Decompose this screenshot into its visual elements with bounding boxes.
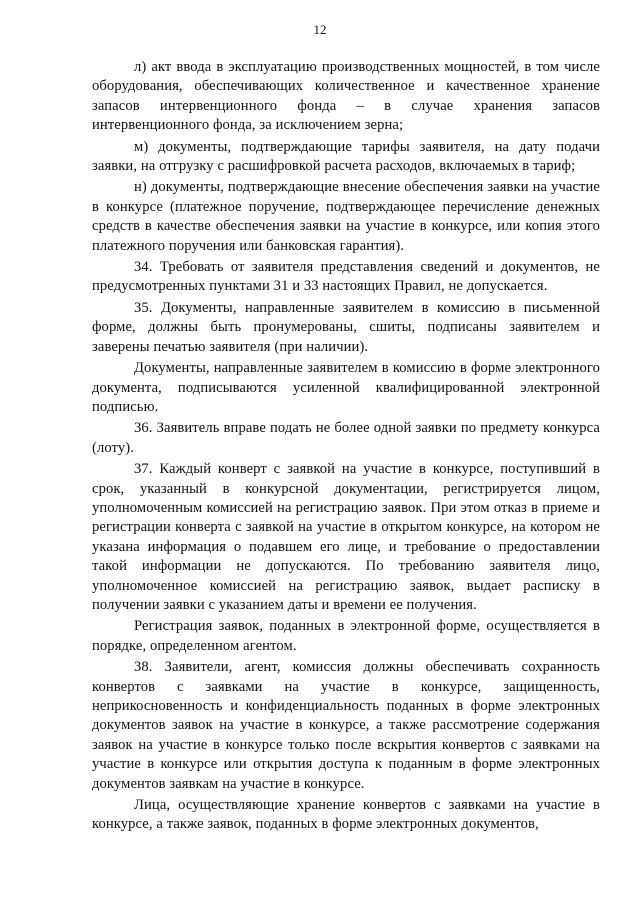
paragraph-37: 37. Каждый конверт с заявкой на участие в конкурсе, поступивший в срок, указанный в конкурсной документации, регистрируется лицом, уполномоченным комиссией на регистрацию заявок. При этом отказ в приеме и регистрации конверта с заявкой на участие в открытом конкурсе, на котором не указана информация о подавшем его лице, и требование о предоставлении такой информации не допускаются. По требованию заявителя лицо, уполномоченное комиссией на регистрацию заявок, выдает расписку в получении заявки с указанием даты и времени ее получения.: [92, 461, 600, 613]
paragraph-item-n: н) документы, подтверждающие внесение обеспечения заявки на участие в конкурсе (платежное поручение, подтверждающее перечисление денежных средств в качестве обеспечения заявки на участие в конкурсе, или копия этого платежного поручения или банковская гарантия).: [92, 179, 600, 254]
paragraph-37-registration: Регистрация заявок, поданных в электронной форме, осуществляется в порядке, определенном агентом.: [92, 618, 600, 654]
paragraph-35-electronic: Документы, направленные заявителем в комиссию в форме электронного документа, подписываются усиленной квалифицированной электронной подписью.: [92, 360, 600, 415]
document-body: [92, 58, 600, 837]
paragraph-34: 34. Требовать от заявителя представления сведений и документов, не предусмотренных пунктами 31 и 33 настоящих Правил, не допускается.: [92, 259, 600, 295]
page-number: 12: [313, 22, 327, 37]
paragraph-36: 36. Заявитель вправе подать не более одной заявки по предмету конкурса (лоту).: [92, 420, 600, 456]
paragraph-35: 35. Документы, направленные заявителем в комиссию в письменной форме, должны быть пронумерованы, сшиты, подписаны заявителем и заверены печатью заявителя (при наличии).: [92, 299, 600, 355]
paragraph-item-m: м) документы, подтверждающие тарифы заявителя, на дату подачи заявки, на отгрузку с расшифровкой расчета расходов, включаемых в тариф;: [92, 138, 600, 175]
paragraph-38-persons: Лица, осуществляющие хранение конвертов с заявками на участие в конкурсе, а также заявок, поданных в форме электронных документов,: [92, 797, 600, 833]
paragraph-item-l: л) акт ввода в эксплуатацию производственных мощностей, в том числе оборудования, обеспечивающих количественное и качественное хранение запасов интервенционного фонда – в случае хранения запасов интервенционного фонда, за исключением зерна;: [92, 59, 600, 134]
paragraph-38: 38. Заявители, агент, комиссия должны обеспечивать сохранность конвертов с заявками на участие в конкурсе, защищенность, неприкосновенность и конфиденциальность поданных в форме электронных документов заявок на участие в конкурсе, а также рассмотрение содержания заявок на участие в конкурсе только после вскрытия конвертов с заявками на участие в конкурсе или открытия доступа к поданным в форме электронных документов заявкам на участие в конкурсе.: [92, 659, 600, 792]
